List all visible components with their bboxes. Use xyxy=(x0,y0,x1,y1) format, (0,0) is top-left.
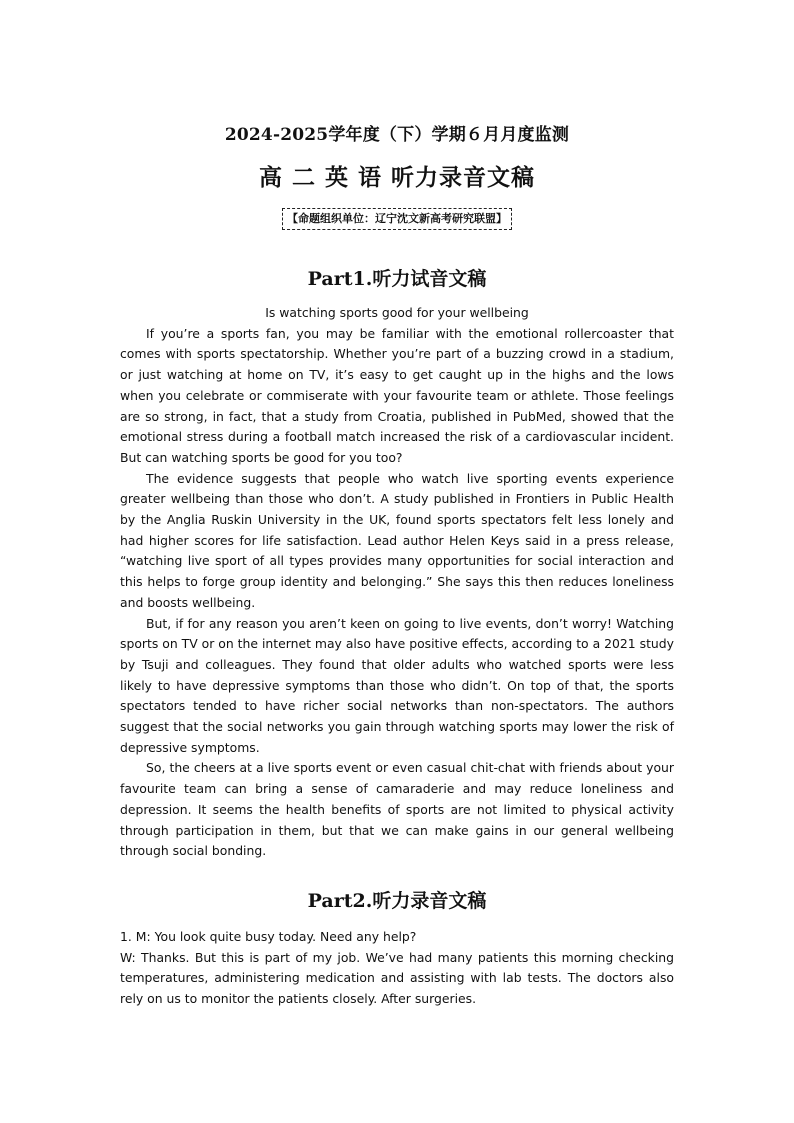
part2-title: Part2.听力录音文稿 xyxy=(307,890,487,912)
part1-essay xyxy=(120,303,674,862)
essay-paragraph: So, the cheers at a live sports event or even casual chit-chat with friends about your favourite team can bring a sense of camaraderie and may reduce loneliness and depression. It seems the health benefits of sports are not limited to physical activity through participation in them, but that we can make gains in our general wellbeing through social bonding. xyxy=(120,760,674,859)
dialog-line: 1. M: You look quite busy today. Need any help? xyxy=(120,929,417,944)
essay-paragraph: If you’re a sports fan, you may be familiar with the emotional rollercoaster that comes with sports spectatorship. Whether you’re part of a buzzing crowd in a stadium, or just watching at home on TV, it’s easy to get caught up in the highs and the lows when you celebrate or commiserate with your favourite team or athlete. Those feelings are so strong, in fact, that a study from Croatia, published in PubMed, showed that the emotional stress during a football match increased the risk of a cardiovascular incident. But can watching sports be good for you too? xyxy=(120,325,674,465)
essay-paragraph: The evidence suggests that people who watch live sporting events experience greater wellbeing than those who don’t. A study published in Frontiers in Public Health by the Anglia Ruskin University in the UK, found sports spectators felt less lonely and had higher scores for life satisfaction. Lead author Helen Keys said in a press release, “watching live sport of all types provides many opportunities for social interaction and this helps to forge group identity and belonging.” She says this then reduces loneliness and boosts wellbeing. xyxy=(120,470,674,610)
dialog-line: W: Thanks. But this is part of my job. We’ve had many patients this morning checking temperatures, administering medication and assisting with lab tests. The doctors also rely on us to monitor the patients closely. After surgeries. xyxy=(120,949,674,1007)
organizer-label: 【命题组织单位：辽宁沈文新高考研究联盟】 xyxy=(282,208,512,230)
organizer-wrap xyxy=(120,207,674,230)
part1-title: Part1.听力试音文稿 xyxy=(307,268,487,290)
document-title: 高 二 英 语 听力录音文稿 xyxy=(258,164,536,191)
essay-paragraph: But, if for any reason you aren’t keen on going to live events, don’t worry! Watching sports on TV or on the internet may also have positive effects, according to a 2021 study by Tsuji and colleagues. They found that older adults who watched sports were less likely to have depressive symptoms than those who didn’t. On top of that, the sports spectators tended to have richer social networks than non-spectators. The authors suggest that the social networks you gain through watching sports may lower the risk of depressive symptoms. xyxy=(120,615,674,755)
part2-transcript xyxy=(120,927,674,1010)
essay-title: Is watching sports good for your wellbeing xyxy=(265,305,529,320)
exam-title: 2024-2025学年度（下）学期６月月度监测 xyxy=(224,125,570,145)
